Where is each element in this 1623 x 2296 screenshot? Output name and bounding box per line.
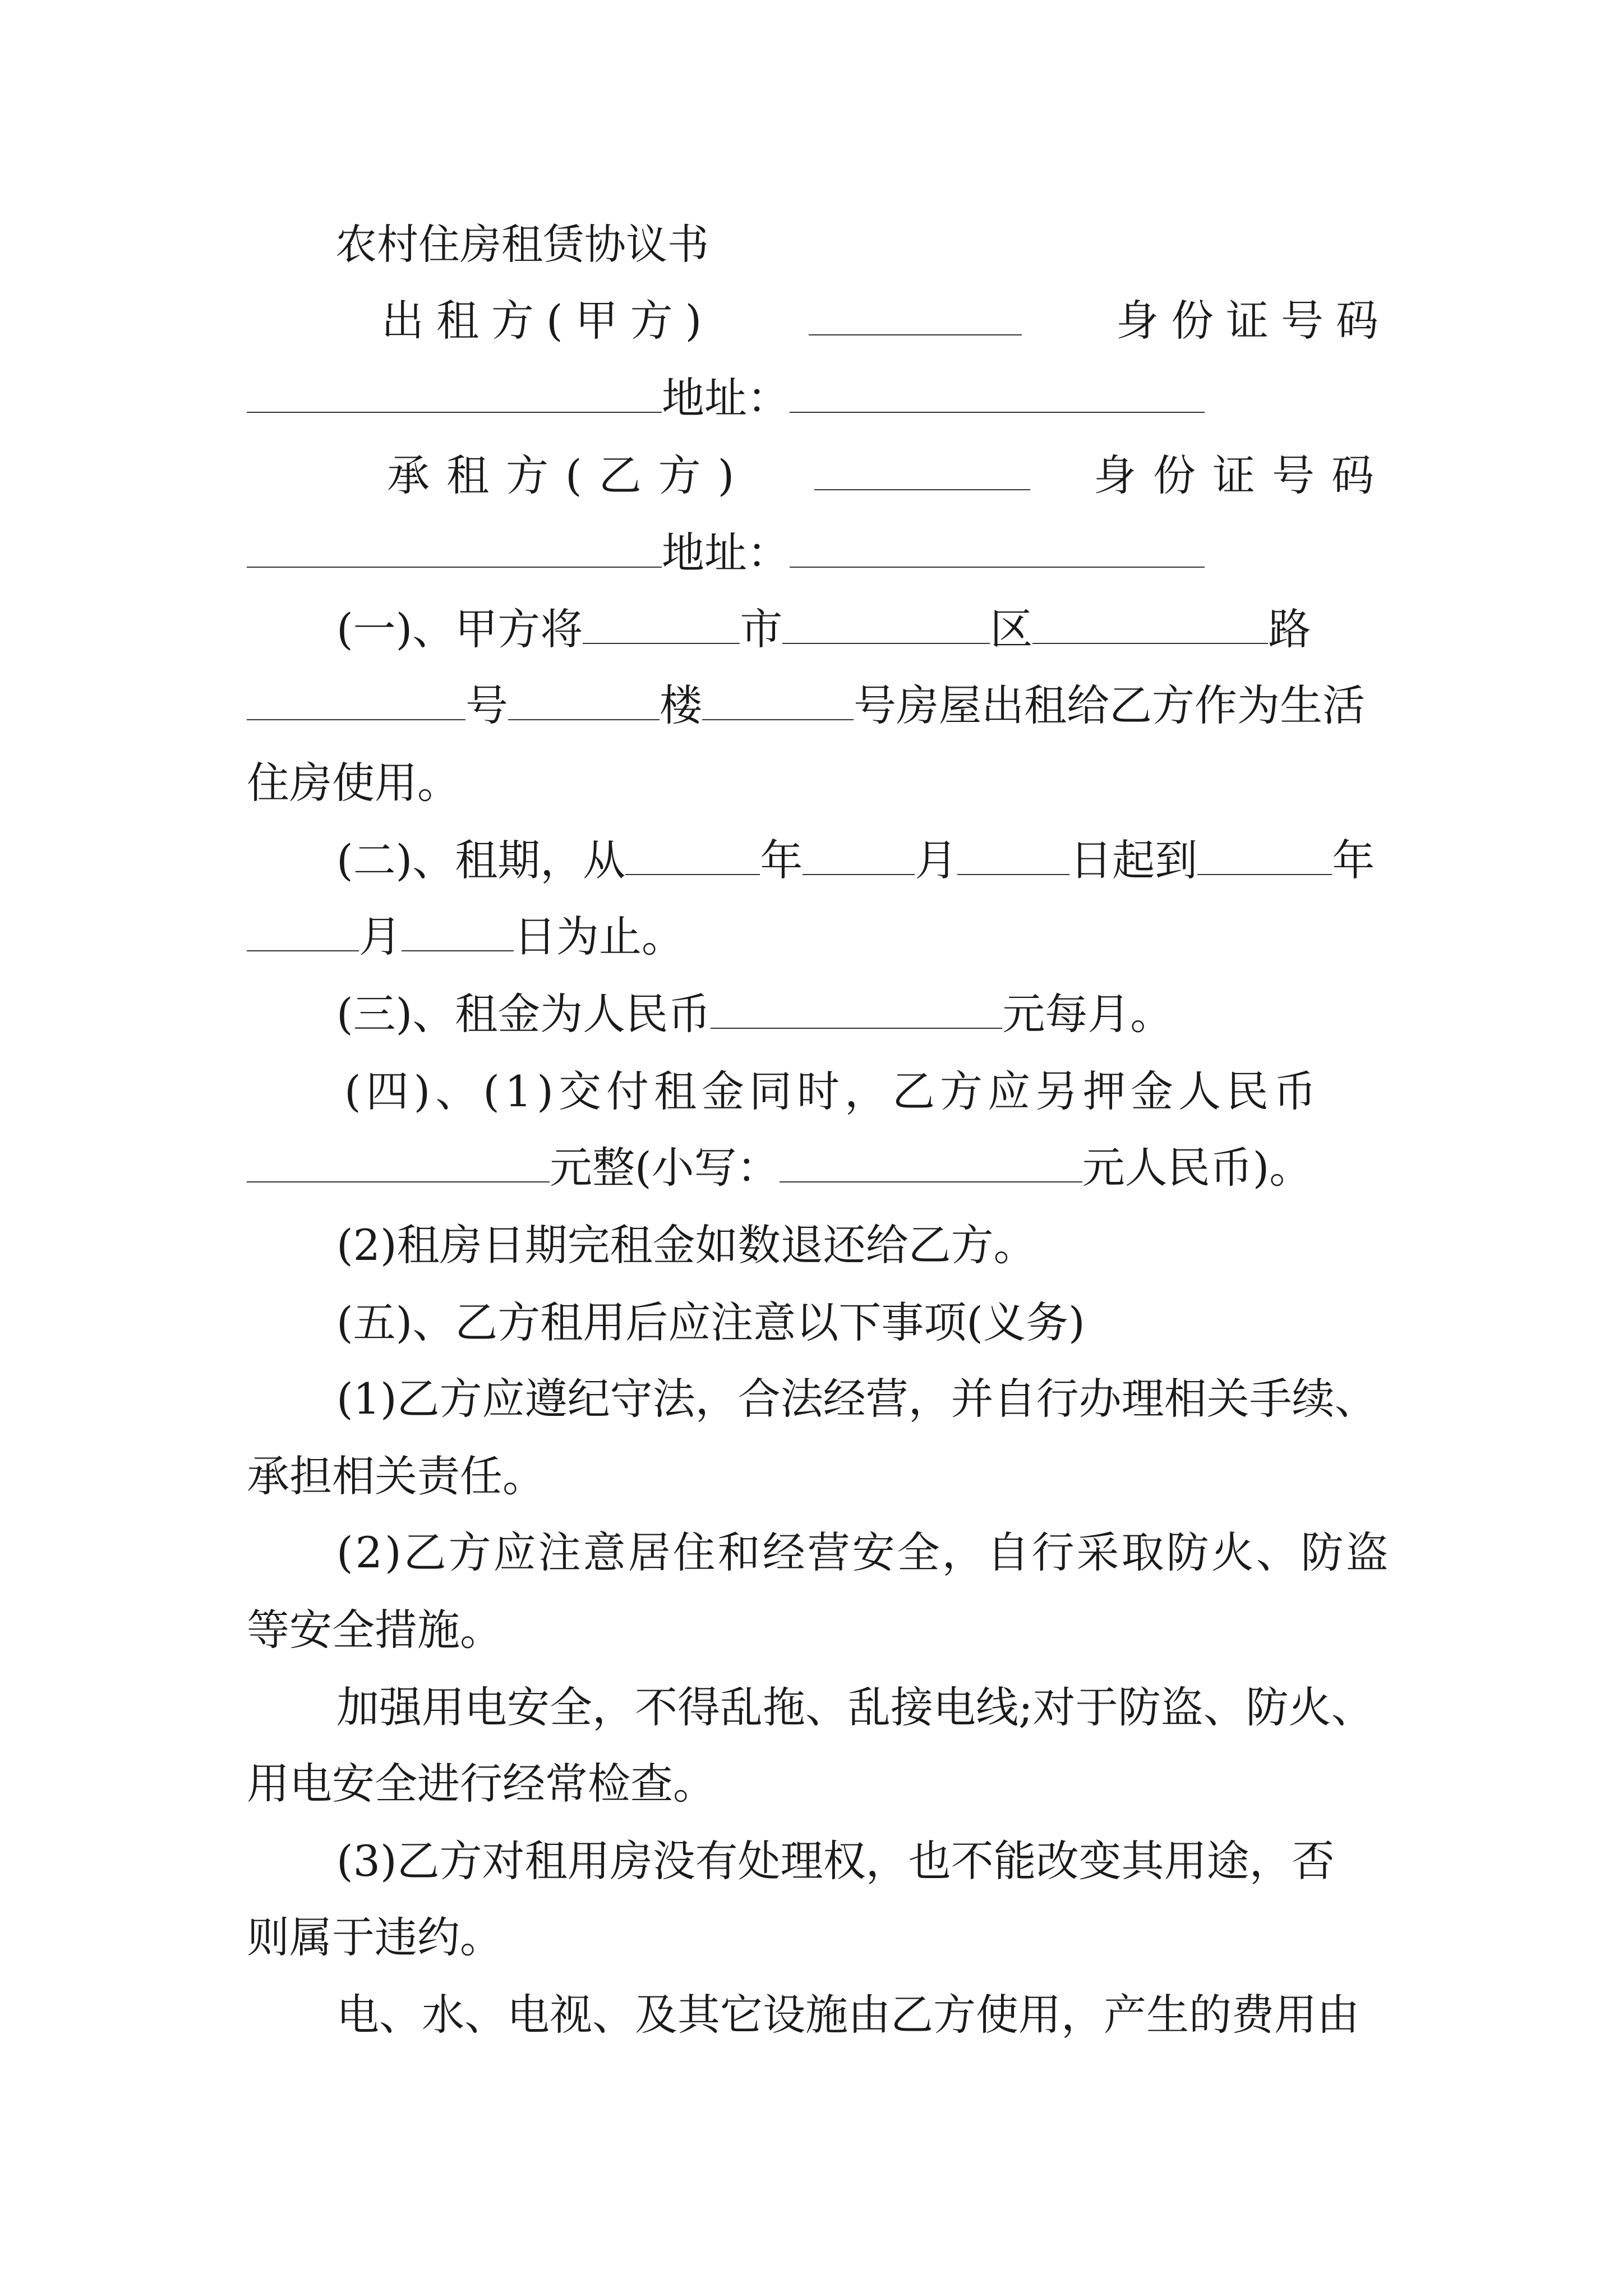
- lessee-name-blank[interactable]: [814, 453, 1030, 490]
- end-year-blank[interactable]: [1197, 838, 1332, 875]
- clause5-power-b: 用电安全进行经常检查。: [247, 1759, 716, 1809]
- clause5-item2-a: (2)乙方应注意居住和经营安全，自行采取防火、防盗: [336, 1527, 1391, 1577]
- deposit-figures-blank[interactable]: [780, 1145, 1082, 1182]
- lessor-id-blank[interactable]: [247, 376, 662, 413]
- lessor-line: [381, 294, 1391, 348]
- clause4-line1: (四)、(1)交付租金同时，乙方应另押金人民币: [344, 1066, 1321, 1116]
- deposit-words-label: 元整(小写：: [550, 1143, 780, 1193]
- start-year-blank[interactable]: [625, 838, 760, 875]
- clause5-utilities-a: 电、水、电视、及其它设施由乙方使用，产生的费用由: [336, 1990, 1359, 2040]
- deposit-words-blank[interactable]: [247, 1145, 550, 1182]
- city-blank[interactable]: [583, 607, 740, 644]
- start-day-label: 日起到: [1069, 835, 1198, 885]
- room-blank[interactable]: [702, 683, 854, 720]
- city-label: 市: [740, 604, 783, 654]
- clause2-line2: [247, 910, 1391, 964]
- end-day-label: 日为止。: [514, 912, 684, 961]
- clause3-line: [336, 987, 1391, 1041]
- clause1-line3: 住房使用。: [247, 758, 460, 808]
- clause4-line2: [247, 1141, 1391, 1195]
- lessee-id-label: 身份证号码: [1094, 450, 1391, 500]
- lessor-label: 出租方(甲方): [381, 296, 714, 346]
- lessee-label: 承租方(乙方): [387, 450, 751, 500]
- clause3-prefix: (三)、租金为人民币: [336, 989, 711, 1039]
- lessor-id-address-line: [247, 371, 1391, 425]
- end-month-blank[interactable]: [247, 914, 359, 951]
- clause1-line2: [247, 679, 1391, 733]
- end-day-blank[interactable]: [402, 914, 514, 951]
- district-label: 区: [990, 604, 1033, 654]
- building-label: 楼: [660, 680, 702, 730]
- lessor-name-blank[interactable]: [809, 298, 1022, 335]
- lessee-id-blank[interactable]: [247, 531, 662, 568]
- road-blank[interactable]: [1032, 607, 1268, 644]
- clause5-item2-b: 等安全措施。: [247, 1605, 502, 1655]
- clause5-heading: (五)、乙方租用后应注意以下事项(义务): [336, 1297, 1085, 1347]
- road-label: 路: [1268, 604, 1311, 654]
- lessee-address-label: 地址：: [662, 528, 790, 578]
- building-blank[interactable]: [508, 683, 660, 720]
- start-month-blank[interactable]: [803, 838, 915, 875]
- number-blank[interactable]: [247, 683, 465, 720]
- deposit-figures-label: 元人民币)。: [1082, 1143, 1312, 1193]
- lessee-line: [387, 449, 1391, 503]
- lessor-address-blank[interactable]: [790, 376, 1205, 413]
- start-month-label: 月: [915, 835, 958, 885]
- end-month-label: 月: [359, 912, 402, 961]
- district-blank[interactable]: [782, 607, 990, 644]
- clause5-item3-a: (3)乙方对租用房没有处理权，也不能改变其用途，否: [336, 1836, 1335, 1886]
- clause1-prefix: (一)、甲方将: [336, 604, 583, 654]
- start-year-label: 年: [760, 835, 803, 885]
- lessor-address-label: 地址：: [662, 373, 790, 423]
- clause2-prefix: (二)、租期，从: [336, 835, 626, 885]
- end-year-label: 年: [1332, 835, 1375, 885]
- document-title: 农村住房租赁协议书: [335, 220, 709, 269]
- lessor-id-label: 身份证号码: [1116, 296, 1391, 346]
- clause2-line1: [336, 834, 1391, 887]
- start-day-blank[interactable]: [957, 838, 1069, 875]
- clause4-item2: (2)租房日期完租金如数退还给乙方。: [336, 1220, 1036, 1270]
- lessee-id-address-line: [247, 526, 1391, 580]
- clause3-suffix: 元每月。: [1002, 989, 1173, 1039]
- clause1-suffix: 号房屋出租给乙方作为生活: [854, 680, 1365, 730]
- clause5-item1-a: (1)乙方应遵纪守法，合法经营，并自行办理相关手续、: [336, 1374, 1377, 1424]
- rent-blank[interactable]: [711, 992, 1002, 1029]
- clause5-power-a: 加强用电安全，不得乱拖、乱接电线;对于防盗、防火、: [336, 1682, 1374, 1732]
- clause1-line1: [336, 602, 1391, 656]
- lessee-address-blank[interactable]: [790, 531, 1205, 568]
- clause5-item3-b: 则属于违约。: [247, 1912, 502, 1962]
- clause5-item1-b: 承担相关责任。: [247, 1451, 545, 1501]
- number-label: 号: [465, 680, 508, 730]
